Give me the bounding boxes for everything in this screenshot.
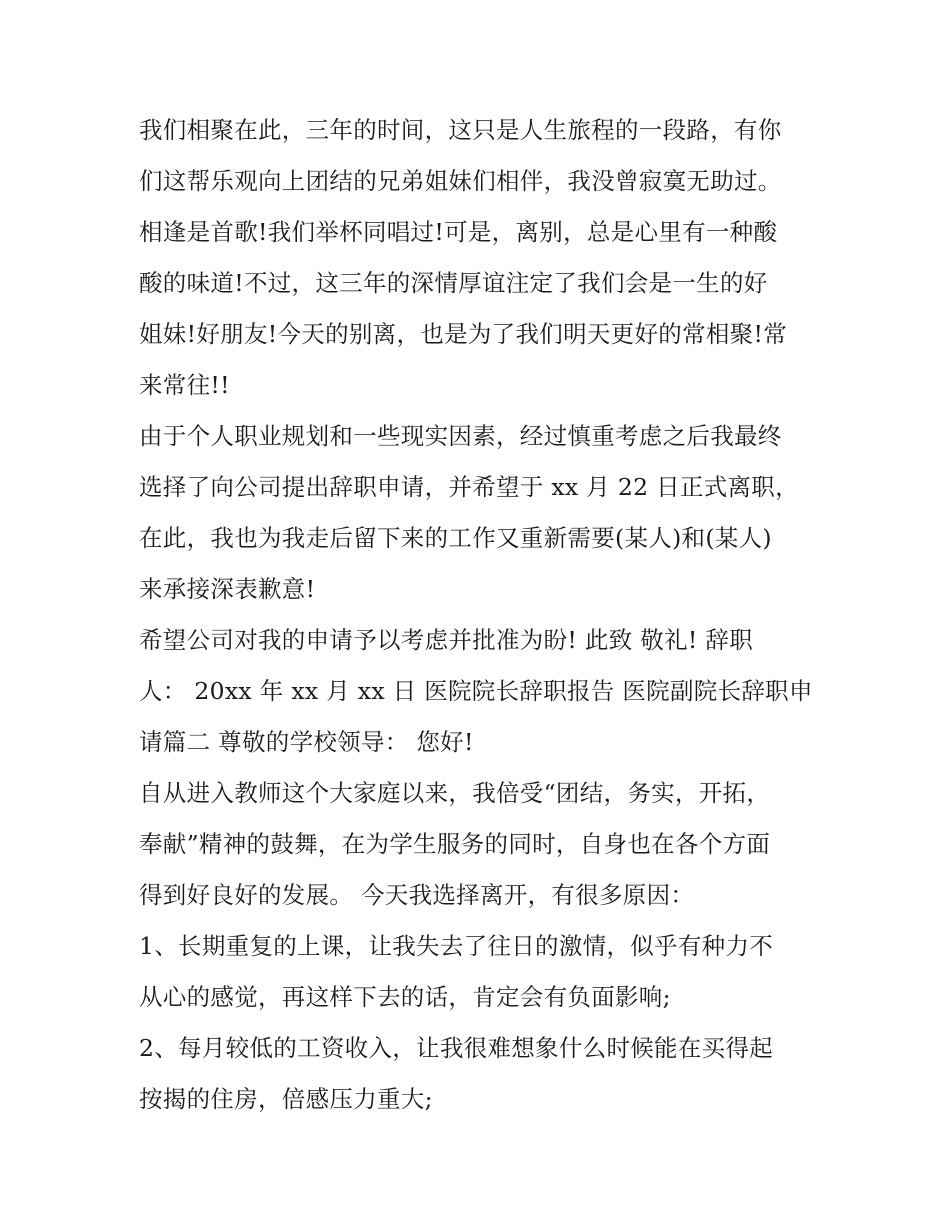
text-line: 选择了向公司提出辞职申请，并希望于 xx 月 22 日正式离职， bbox=[139, 473, 799, 501]
text-line: 在此，我也为我走后留下来的工作又重新需要(某人)和(某人) bbox=[139, 524, 772, 552]
text-line: 从心的感觉，再这样下去的话，肯定会有负面影响; bbox=[139, 983, 671, 1011]
text-line: 们这帮乐观向上团结的兄弟姐妹们相伴，我没曾寂寞无助过。 bbox=[139, 167, 782, 195]
text-line: 来承接深表歉意! bbox=[139, 575, 316, 603]
text-line: 我们相聚在此，三年的时间，这只是人生旅程的一段路，有你 bbox=[139, 116, 782, 144]
text-line: 希望公司对我的申请予以考虑并批准为盼! 此致 敬礼! 辞职 bbox=[139, 626, 753, 654]
text-line: 人： 20xx 年 xx 月 xx 日 医院院长辞职报告 医院副院长辞职申 bbox=[139, 677, 813, 705]
text-line: 相逢是首歌!我们举杯同唱过!可是，离别，总是心里有一种酸 bbox=[139, 218, 778, 246]
text-line: 来常往!! bbox=[139, 371, 230, 399]
text-line: 得到好良好的发展。 今天我选择离开，有很多原因： bbox=[139, 881, 695, 909]
text-line: 自从进入教师这个大家庭以来，我倍受“团结，务实，开拓， bbox=[139, 779, 771, 807]
text-line: 按揭的住房，倍感压力重大; bbox=[139, 1085, 433, 1113]
text-line: 由于个人职业规划和一些现实因素，经过慎重考虑之后我最终 bbox=[139, 422, 782, 450]
text-line: 请篇二 尊敬的学校领导： 您好! bbox=[139, 728, 474, 756]
text-line: 2、每月较低的工资收入，让我很难想象什么时候能在买得起 bbox=[139, 1034, 774, 1062]
text-line: 1、长期重复的上课，让我失去了往日的激情，似乎有种力不 bbox=[139, 932, 774, 960]
text-line: 姐妹!好朋友!今天的别离，也是为了我们明天更好的常相聚!常 bbox=[139, 320, 788, 348]
document-body bbox=[139, 105, 819, 1125]
text-line: 酸的味道!不过，这三年的深情厚谊注定了我们会是一生的好 bbox=[139, 269, 768, 297]
text-line: 奉献”精神的鼓舞，在为学生服务的同时，自身也在各个方面 bbox=[139, 830, 771, 858]
